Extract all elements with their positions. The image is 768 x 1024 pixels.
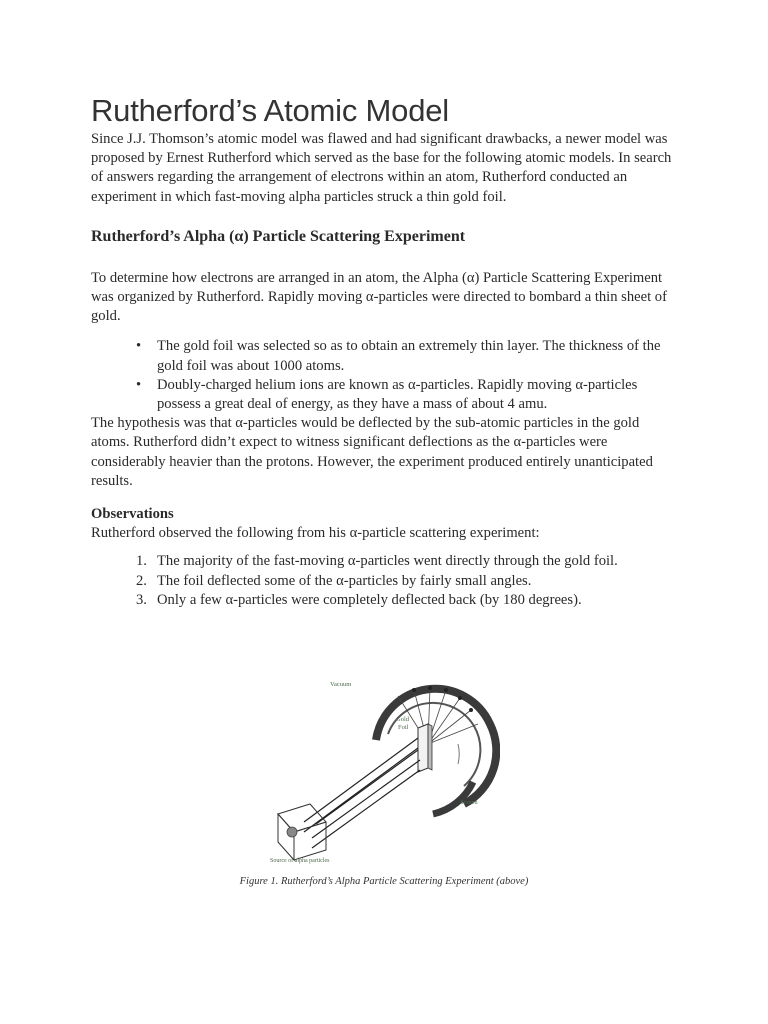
list-item: • The gold foil was selected so as to obtain an extremely thin layer. The thickness of the gold foil was about 1000 atoms. xyxy=(136,338,661,374)
list-item: • Doubly-charged helium ions are known as α-particles. Rapidly moving α-particles possess a great deal of energy, as they have a mass of about 4 amu. xyxy=(136,376,638,413)
experiment-bullet-list xyxy=(91,337,681,414)
list-number: 2. xyxy=(136,572,147,589)
list-number: 3. xyxy=(136,591,147,608)
gold-foil-plate xyxy=(418,724,428,772)
document-body xyxy=(91,92,681,610)
scattering-diagram xyxy=(268,664,500,870)
source-box xyxy=(278,804,326,860)
figure-caption: Figure 1. Rutherford’s Alpha Particle Scattering Experiment (above) xyxy=(239,876,529,887)
bullet-icon: • xyxy=(136,376,142,393)
list-number: 1. xyxy=(136,553,147,570)
hypothesis-paragraph: The hypothesis was that α-particles would be deflected by the sub-atomic particles in the gold atoms. Rutherford didn’t expect to witness significant deflections as the α-particles were considerably heavier than the protons. However, the experiment produced entirely unanticipated results. xyxy=(91,415,653,489)
experiment-paragraph: To determine how electrons are arranged in an atom, the Alpha (α) Particle Scattering Experiment was organized by Rutherford. Rapidly moving α-particles were directed to bombard a thin sheet of gold. xyxy=(91,269,667,325)
label-source: Source of alpha particles xyxy=(270,858,330,864)
intro-paragraph: Since J.J. Thomson’s atomic model was flawed and had significant drawbacks, a newer model was proposed by Ernest Rutherford which served as the base for the following atomic models. In search of answers regarding the arrangement of electrons within an atom, Rutherford conducted an experiment in which fast-moving alpha particles struck a thin gold foil. xyxy=(91,131,672,205)
observations-list xyxy=(91,552,681,610)
experiment-heading: Rutherford’s Alpha (α) Particle Scattering Experiment xyxy=(91,227,466,245)
observations-intro: Rutherford observed the following from his α-particle scattering experiment: xyxy=(91,525,540,542)
beam-tube xyxy=(304,738,420,848)
list-item: 1. The majority of the fast-moving α-particles went directly through the gold foil. xyxy=(157,552,681,571)
scattering-experiment-figure xyxy=(268,664,500,870)
list-item: 2. The foil deflected some of the α-particles by fairly small angles. xyxy=(157,572,681,591)
label-foil: Foil xyxy=(398,724,409,731)
observations-heading: Observations xyxy=(91,506,174,523)
label-gold: Gold xyxy=(396,716,409,723)
screen-arc-outer xyxy=(376,689,496,804)
alpha-source-icon xyxy=(287,827,297,837)
label-screen: Screen xyxy=(460,799,478,806)
bullet-icon: • xyxy=(136,338,142,355)
label-vacuum: Vacuum xyxy=(330,681,352,688)
page-title: Rutherford’s Atomic Model xyxy=(91,93,449,128)
list-item: 3. Only a few α-particles were completely deflected back (by 180 degrees). xyxy=(157,591,681,610)
